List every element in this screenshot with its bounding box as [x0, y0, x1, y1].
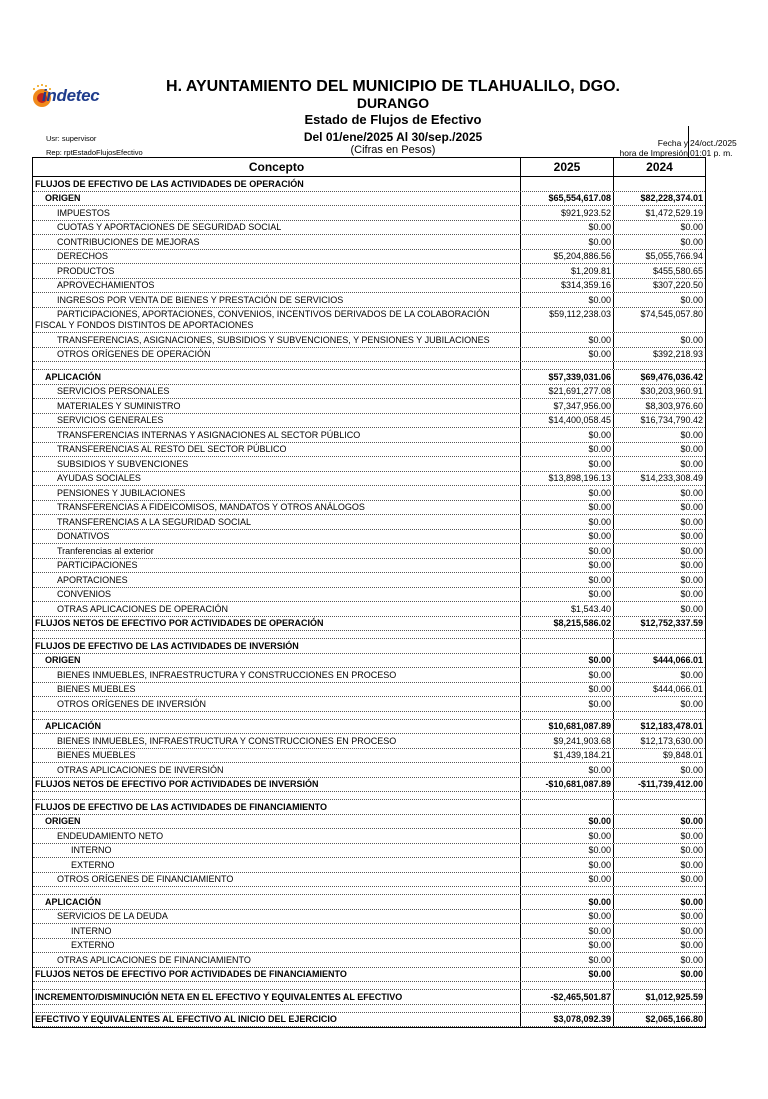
row-value-2024: $0.00	[680, 816, 703, 826]
row-value-2024	[614, 177, 705, 191]
table-row	[33, 192, 705, 207]
row-value-2024	[614, 1005, 705, 1012]
table-row	[33, 573, 705, 588]
row-value-2025: $921,923.52	[521, 206, 614, 220]
row-concept: AYUDAS SOCIALES	[33, 472, 521, 486]
row-concept: MATERIALES Y SUMINISTRO	[33, 399, 521, 413]
print-datetime-label	[612, 138, 688, 158]
row-concept: EXTERNO	[33, 939, 521, 953]
row-value-2025: $1,439,184.21	[521, 749, 614, 763]
table-row	[33, 910, 705, 925]
row-concept: PRODUCTOS	[33, 264, 521, 278]
column-header-2024: 2024	[646, 160, 673, 174]
table-row	[33, 844, 705, 859]
column-header-concept: Concepto	[33, 158, 521, 176]
row-value-2024: $444,066.01	[652, 684, 703, 694]
row-concept: SERVICIOS DE LA DEUDA	[33, 910, 521, 924]
row-value-2025: $13,898,196.13	[521, 472, 614, 486]
row-value-2024	[614, 639, 705, 653]
row-value-2024: $0.00	[680, 531, 703, 541]
row-value-2025: $0.00	[521, 221, 614, 235]
row-value-2025	[521, 631, 614, 638]
row-value-2024: $12,173,630.00	[640, 735, 703, 746]
table-row	[33, 1013, 705, 1028]
row-value-2024: $14,233,308.49	[640, 473, 703, 483]
row-value-2025: $1,209.81	[521, 264, 614, 278]
row-concept: DERECHOS	[33, 250, 521, 264]
row-value-2025	[521, 177, 614, 191]
row-value-2025: $0.00	[521, 333, 614, 347]
row-value-2024: $0.00	[680, 589, 703, 599]
row-value-2025: $0.00	[521, 873, 614, 887]
row-value-2025: -$10,681,087.89	[521, 778, 614, 792]
row-value-2025: $0.00	[521, 844, 614, 858]
row-value-2024: $1,472,529.19	[645, 207, 703, 218]
row-value-2024: $12,752,337.59	[640, 618, 703, 628]
row-value-2024: $0.00	[680, 911, 703, 921]
row-concept: INGRESOS POR VENTA DE BIENES Y PRESTACIÓN DE SERVICIOS	[33, 293, 521, 307]
row-value-2025	[521, 639, 614, 653]
table-row	[33, 895, 705, 910]
report-title: Estado de Flujos de Efectivo	[304, 112, 482, 127]
table-body	[33, 177, 705, 1027]
table-row	[33, 712, 705, 720]
row-value-2025	[521, 362, 614, 369]
row-value-2025: $0.00	[521, 515, 614, 529]
row-concept: ENDEUDAMIENTO NETO	[33, 829, 521, 843]
row-concept: OTRAS APLICACIONES DE INVERSIÓN	[33, 763, 521, 777]
row-concept	[33, 792, 521, 799]
table-row	[33, 370, 705, 385]
row-value-2024: $0.00	[680, 969, 703, 979]
table-row	[33, 530, 705, 545]
table-row	[33, 588, 705, 603]
row-concept: FLUJOS DE EFECTIVO DE LAS ACTIVIDADES DE FINANCIAMIENTO	[33, 800, 521, 814]
row-value-2024: $0.00	[680, 896, 703, 907]
row-concept: APORTACIONES	[33, 573, 521, 587]
table-row	[33, 559, 705, 574]
row-concept	[33, 631, 521, 638]
report-id-label: Rep: rptEstadoFlujosEfectivo	[46, 148, 143, 157]
cash-flow-table	[32, 157, 706, 1028]
row-concept	[33, 362, 521, 369]
row-value-2024: $5,055,766.94	[645, 251, 703, 261]
row-value-2024: $0.00	[680, 560, 703, 570]
row-concept: TRANSFERENCIAS INTERNAS Y ASIGNACIONES AL SECTOR PÚBLICO	[33, 428, 521, 442]
row-concept: CONTRIBUCIONES DE MEJORAS	[33, 235, 521, 249]
table-row	[33, 472, 705, 487]
row-value-2025: $0.00	[521, 968, 614, 982]
table-row	[33, 457, 705, 472]
row-value-2025: $65,554,617.08	[521, 192, 614, 206]
print-date: 24/oct./2025	[690, 138, 737, 148]
row-value-2025	[521, 982, 614, 989]
row-value-2025: $0.00	[521, 895, 614, 909]
table-row	[33, 829, 705, 844]
table-row	[33, 668, 705, 683]
row-value-2024: $0.00	[680, 954, 703, 965]
row-value-2025: $7,347,956.00	[521, 399, 614, 413]
table-row	[33, 602, 705, 617]
row-value-2025: $59,112,238.03	[521, 308, 614, 333]
row-value-2024: -$11,739,412.00	[637, 779, 703, 789]
table-row	[33, 1005, 705, 1013]
table-row	[33, 264, 705, 279]
row-concept: BIENES INMUEBLES, INFRAESTRUCTURA Y CONSTRUCCIONES EN PROCESO	[33, 734, 521, 748]
state-name: DURANGO	[356, 95, 430, 111]
table-row	[33, 333, 705, 348]
currency-note: (Cifras en Pesos)	[350, 144, 436, 156]
table-row	[33, 428, 705, 443]
table-row	[33, 982, 705, 990]
row-concept: FLUJOS NETOS DE EFECTIVO POR ACTIVIDADES DE OPERACIÓN	[33, 617, 521, 631]
row-value-2024: $0.00	[680, 458, 703, 469]
row-concept: FLUJOS DE EFECTIVO DE LAS ACTIVIDADES DE OPERACIÓN	[33, 177, 521, 191]
table-row	[33, 800, 705, 815]
table-row	[33, 749, 705, 764]
row-value-2024: $0.00	[680, 845, 703, 855]
row-concept: OTRAS APLICACIONES DE FINANCIAMIENTO	[33, 953, 521, 967]
row-value-2024: $12,183,478.01	[640, 721, 703, 731]
row-value-2025: $0.00	[521, 544, 614, 558]
row-concept: BIENES INMUEBLES, INFRAESTRUCTURA Y CONSTRUCCIONES EN PROCESO	[33, 668, 521, 682]
row-value-2025: $0.00	[521, 910, 614, 924]
row-value-2025: $0.00	[521, 530, 614, 544]
row-value-2024: $82,228,374.01	[640, 193, 703, 203]
row-concept: PARTICIPACIONES	[33, 559, 521, 573]
row-value-2025: $0.00	[521, 763, 614, 777]
row-concept: APROVECHAMIENTOS	[33, 279, 521, 293]
user-label: Usr: supervisor	[46, 134, 97, 143]
table-row	[33, 631, 705, 639]
row-value-2024: $0.00	[680, 603, 703, 614]
table-row	[33, 443, 705, 458]
row-concept: EXTERNO	[33, 858, 521, 872]
row-value-2025: $0.00	[521, 428, 614, 442]
org-name: H. AYUNTAMIENTO DEL MUNICIPIO DE TLAHUALILO, DGO.	[166, 78, 620, 95]
row-value-2024	[614, 631, 705, 638]
row-concept: TRANSFERENCIAS, ASIGNACIONES, SUBSIDIOS Y SUBVENCIONES, Y PENSIONES Y JUBILACIONES	[33, 333, 521, 347]
table-row	[33, 924, 705, 939]
row-value-2025: $0.00	[521, 815, 614, 829]
row-concept: OTROS ORÍGENES DE FINANCIAMIENTO	[33, 873, 521, 887]
row-value-2025: $57,339,031.06	[521, 370, 614, 384]
row-concept: OTRAS APLICACIONES DE OPERACIÓN	[33, 602, 521, 616]
table-row	[33, 697, 705, 712]
row-value-2025: $0.00	[521, 939, 614, 953]
table-row	[33, 221, 705, 236]
row-value-2025: $21,691,277.08	[521, 385, 614, 399]
row-value-2024: $8,303,976.60	[645, 400, 703, 411]
table-row	[33, 385, 705, 400]
row-value-2024: $307,220.50	[652, 280, 703, 290]
print-label-line2: hora de Impresión	[619, 148, 688, 158]
row-concept: OTROS ORÍGENES DE INVERSIÓN	[33, 697, 521, 711]
row-value-2025	[521, 1005, 614, 1012]
row-value-2025: $3,078,092.39	[521, 1013, 614, 1027]
row-value-2024: $16,734,790.42	[640, 415, 703, 425]
row-concept: ORIGEN	[33, 192, 521, 206]
row-value-2024: $0.00	[680, 236, 703, 247]
row-concept: FLUJOS NETOS DE EFECTIVO POR ACTIVIDADES DE INVERSIÓN	[33, 778, 521, 792]
row-concept	[33, 712, 521, 719]
row-value-2024	[614, 887, 705, 894]
table-row	[33, 501, 705, 516]
table-row	[33, 858, 705, 873]
row-concept: Tranferencias al exterior	[33, 544, 521, 558]
row-concept: SERVICIOS PERSONALES	[33, 385, 521, 399]
row-concept: TRANSFERENCIAS A FIDEICOMISOS, MANDATOS Y OTROS ANÁLOGOS	[33, 501, 521, 515]
row-value-2024: $0.00	[680, 222, 703, 232]
row-value-2025: $0.00	[521, 443, 614, 457]
row-value-2024: $0.00	[680, 574, 703, 585]
row-value-2025: $0.00	[521, 668, 614, 682]
row-concept: APLICACIÓN	[33, 720, 521, 734]
row-value-2024: $30,203,960.91	[640, 386, 703, 396]
row-concept: INTERNO	[33, 924, 521, 938]
print-label-line1: Fecha y	[657, 138, 688, 148]
row-concept: OTROS ORÍGENES DE OPERACIÓN	[33, 348, 521, 362]
table-row	[33, 778, 705, 793]
row-concept: IMPUESTOS	[33, 206, 521, 220]
row-value-2024: $0.00	[680, 940, 703, 950]
row-value-2024: $0.00	[680, 669, 703, 680]
row-value-2025: $0.00	[521, 858, 614, 872]
table-row	[33, 486, 705, 501]
table-row	[33, 968, 705, 983]
table-row	[33, 792, 705, 800]
table-row	[33, 815, 705, 830]
table-row	[33, 362, 705, 370]
row-value-2025: $5,204,886.56	[521, 250, 614, 264]
row-value-2025: $14,400,058.45	[521, 414, 614, 428]
row-concept: FLUJOS DE EFECTIVO DE LAS ACTIVIDADES DE INVERSIÓN	[33, 639, 521, 653]
table-row	[33, 348, 705, 363]
row-value-2025: $0.00	[521, 573, 614, 587]
table-row	[33, 206, 705, 221]
row-value-2025: $0.00	[521, 293, 614, 307]
row-concept: CUOTAS Y APORTACIONES DE SEGURIDAD SOCIAL	[33, 221, 521, 235]
row-concept: APLICACIÓN	[33, 370, 521, 384]
table-row	[33, 953, 705, 968]
row-value-2025: $0.00	[521, 501, 614, 515]
table-row	[33, 515, 705, 530]
row-value-2025: -$2,465,501.87	[521, 990, 614, 1004]
row-value-2024: $0.00	[680, 444, 703, 454]
print-separator	[688, 126, 689, 158]
row-value-2024: $392,218.93	[652, 349, 703, 359]
row-value-2024: $455,580.65	[652, 265, 703, 276]
table-row	[33, 308, 705, 334]
table-row	[33, 414, 705, 429]
row-concept	[33, 887, 521, 894]
row-concept	[33, 982, 521, 989]
table-row	[33, 399, 705, 414]
row-concept: SERVICIOS GENERALES	[33, 414, 521, 428]
row-value-2024: $69,476,036.42	[640, 371, 703, 382]
table-row	[33, 250, 705, 265]
row-value-2024: $0.00	[680, 874, 703, 884]
row-value-2024	[614, 792, 705, 799]
row-value-2025: $0.00	[521, 486, 614, 500]
row-value-2024: $0.00	[680, 334, 703, 345]
row-value-2024: $0.00	[680, 764, 703, 775]
row-value-2024: $444,066.01	[652, 655, 703, 665]
row-concept	[33, 1005, 521, 1012]
table-row	[33, 734, 705, 749]
row-value-2025: $0.00	[521, 348, 614, 362]
table-row	[33, 990, 705, 1005]
row-concept: APLICACIÓN	[33, 895, 521, 909]
row-value-2024: $0.00	[680, 487, 703, 498]
row-value-2025: $1,543.40	[521, 602, 614, 616]
row-concept: PARTICIPACIONES, APORTACIONES, CONVENIOS, INCENTIVOS DERIVADOS DE LA COLABORACIÓN FISCAL Y FONDOS DISTINTOS DE APORTACIONES	[33, 308, 521, 333]
row-value-2024: $0.00	[680, 516, 703, 527]
row-value-2025	[521, 792, 614, 799]
row-concept: TRANSFERENCIAS AL RESTO DEL SECTOR PÚBLICO	[33, 443, 521, 457]
row-value-2025: $0.00	[521, 924, 614, 938]
row-value-2025: $8,215,586.02	[521, 617, 614, 631]
row-concept: EFECTIVO Y EQUIVALENTES AL EFECTIVO AL INICIO DEL EJERCICIO	[33, 1013, 521, 1027]
table-row	[33, 617, 705, 632]
row-value-2024: $0.00	[680, 859, 703, 870]
row-value-2024	[614, 800, 705, 814]
row-value-2024: $0.00	[680, 429, 703, 440]
row-value-2024	[614, 712, 705, 719]
row-value-2024: $1,012,925.59	[645, 991, 703, 1002]
print-time: 01:01 p. m.	[690, 148, 733, 158]
row-value-2024	[614, 362, 705, 369]
table-row	[33, 873, 705, 888]
row-concept: INCREMENTO/DISMINUCIÓN NETA EN EL EFECTIVO Y EQUIVALENTES AL EFECTIVO	[33, 990, 521, 1004]
row-concept: ORIGEN	[33, 815, 521, 829]
row-value-2024: $0.00	[680, 502, 703, 512]
row-value-2024: $2,065,166.80	[645, 1014, 703, 1024]
row-value-2024: $0.00	[680, 545, 703, 556]
row-concept: SUBSIDIOS Y SUBVENCIONES	[33, 457, 521, 471]
logo-text: indetec	[42, 86, 100, 105]
row-concept: DONATIVOS	[33, 530, 521, 544]
table-row	[33, 279, 705, 294]
row-value-2025: $0.00	[521, 697, 614, 711]
row-value-2025: $0.00	[521, 457, 614, 471]
row-value-2025: $0.00	[521, 654, 614, 668]
row-value-2025: $9,241,903.68	[521, 734, 614, 748]
table-row	[33, 293, 705, 308]
row-value-2025: $0.00	[521, 588, 614, 602]
table-row	[33, 939, 705, 954]
table-header	[33, 158, 705, 177]
table-row	[33, 544, 705, 559]
column-header-2025: 2025	[521, 158, 614, 176]
table-row	[33, 654, 705, 669]
row-value-2025	[521, 800, 614, 814]
row-concept: CONVENIOS	[33, 588, 521, 602]
row-value-2024: $9,848.01	[662, 750, 703, 760]
table-row	[33, 763, 705, 778]
row-value-2024	[614, 982, 705, 989]
row-concept: BIENES MUEBLES	[33, 749, 521, 763]
row-concept: ORIGEN	[33, 654, 521, 668]
table-row	[33, 177, 705, 192]
report-period: Del 01/ene/2025 Al 30/sep./2025	[303, 130, 483, 144]
row-value-2025: $0.00	[521, 559, 614, 573]
row-concept: FLUJOS NETOS DE EFECTIVO POR ACTIVIDADES DE FINANCIAMIENTO	[33, 968, 521, 982]
table-row	[33, 683, 705, 698]
row-value-2025: $0.00	[521, 235, 614, 249]
row-concept: INTERNO	[33, 844, 521, 858]
row-value-2025: $0.00	[521, 829, 614, 843]
row-value-2025	[521, 712, 614, 719]
row-value-2025: $314,359.16	[521, 279, 614, 293]
table-row	[33, 887, 705, 895]
row-concept: PENSIONES Y JUBILACIONES	[33, 486, 521, 500]
table-row	[33, 720, 705, 735]
row-value-2025	[521, 887, 614, 894]
row-value-2025: $10,681,087.89	[521, 720, 614, 734]
row-value-2024: $0.00	[680, 925, 703, 936]
row-value-2025: $0.00	[521, 953, 614, 967]
row-value-2024: $0.00	[680, 830, 703, 841]
row-value-2024: $74,545,057.80	[640, 309, 703, 319]
row-value-2024: $0.00	[680, 698, 703, 709]
print-datetime-value	[690, 138, 750, 158]
row-value-2025: $0.00	[521, 683, 614, 697]
table-row	[33, 235, 705, 250]
table-row	[33, 639, 705, 654]
row-concept: BIENES MUEBLES	[33, 683, 521, 697]
row-concept: TRANSFERENCIAS A LA SEGURIDAD SOCIAL	[33, 515, 521, 529]
row-value-2024: $0.00	[680, 294, 703, 305]
